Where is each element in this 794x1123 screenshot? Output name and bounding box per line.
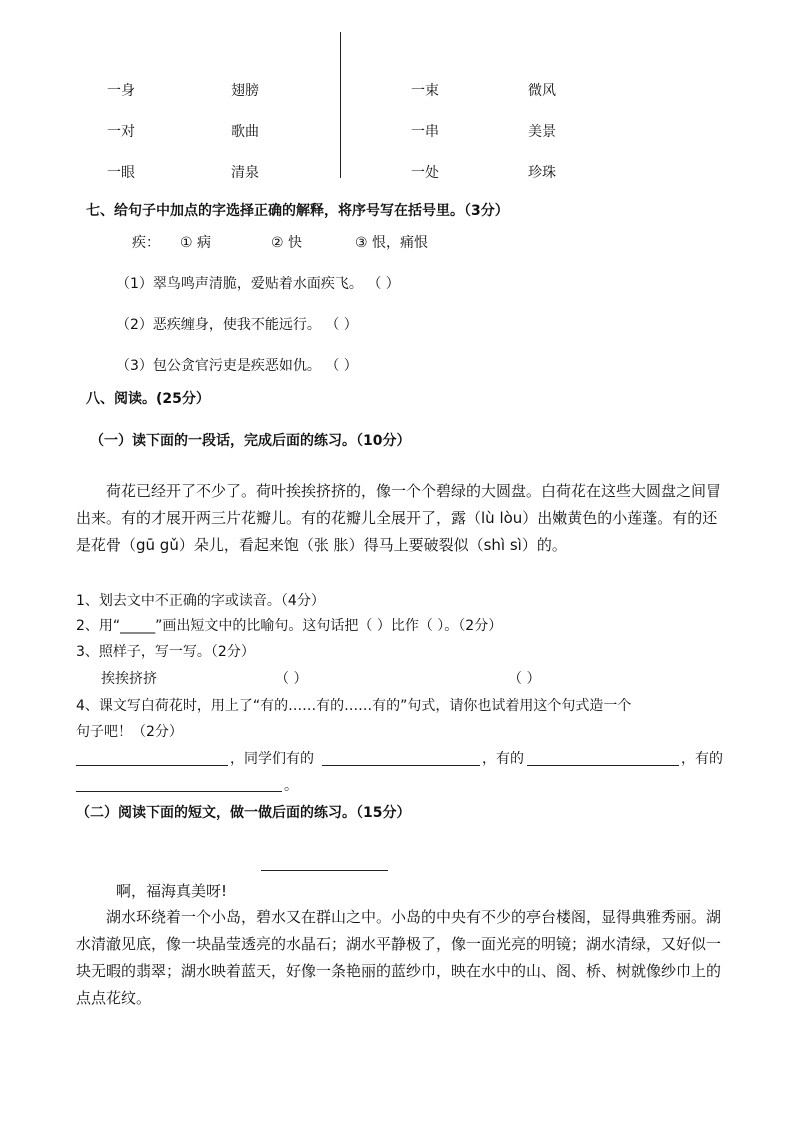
match-word: 清泉 (231, 165, 259, 181)
definition-option: ③ 恨，痛恨 (355, 235, 429, 251)
answer-line (76, 765, 228, 766)
match-word: 一处 (411, 165, 439, 181)
match-word: 美景 (528, 124, 556, 140)
title-blank-line (261, 870, 388, 871)
match-word: 一串 (411, 124, 439, 140)
passage-2: 湖水环绕着一个小岛，碧水又在群山之中。小岛的中央有不少的亭台楼阁，显得典雅秀丽。湖水清澈见底，像一块晶莹透亮的水晶石；湖水平静极了，像一面光亮的明镜；湖水清绿，又好似一块无暇的翡翠；湖水映着蓝天，好像一条艳丽的蓝纱巾，映在水中的山、阁、桥、树就像纱巾上的点点花纹。 (76, 908, 722, 1007)
answer-line (322, 765, 480, 766)
question-2: 2、用“_____”画出短文中的比喻句。这句话把（ ）比作（ ）。（2分） (76, 618, 503, 634)
passage-2-opening: 啊，福海真美呀! (116, 882, 228, 900)
section-7-title: 七、给句子中加点的字选择正确的解释，将序号写在括号里。（3分） (86, 203, 509, 219)
match-word: 翅膀 (231, 83, 259, 99)
match-word: 一对 (107, 124, 135, 140)
match-word: 一身 (107, 83, 135, 99)
match-word: 一眼 (107, 165, 135, 181)
answer-blank: （ ） (508, 671, 541, 687)
definition-option: ① 病 (180, 235, 212, 251)
answer-line (527, 765, 679, 766)
column-divider (340, 32, 341, 178)
match-word: 歌曲 (231, 124, 259, 140)
match-word: 一束 (411, 83, 439, 99)
definition-option: ② 快 (271, 235, 303, 251)
question-4-cont: 句子吧！（2分） (76, 724, 183, 740)
fill-text: ，有的 (482, 751, 524, 767)
question-item: （2）恶疾缠身，使我不能远行。 （ ） (116, 317, 358, 333)
fill-text: ，有的 (681, 751, 723, 767)
part-2-title: （二）阅读下面的短文，做一做后面的练习。（15分） (76, 805, 411, 821)
example-word: 挨挨挤挤 (101, 671, 157, 687)
part-1-title: （一）读下面的一段话，完成后面的练习。（10分） (90, 433, 411, 449)
definition-char: 疾： (132, 235, 160, 251)
fill-text: ，同学们有的 (230, 751, 314, 767)
question-1: 1、划去文中不正确的字或读音。（4分） (76, 593, 325, 609)
question-item: （1）翠鸟鸣声清脆，爱贴着水面疾飞。 （ ） (116, 276, 400, 292)
fill-text: 。 (284, 778, 298, 794)
passage-1: 荷花已经开了不少了。荷叶挨挨挤挤的，像一个个碧绿的大圆盘。白荷花在这些大圆盘之间冒出来。有的才展开两三片花瓣儿。有的花瓣儿全展开了，露（lù lòu）出嫩黄色的小莲蓬。有的还是花骨（gū gǔ）朵儿，看起来饱（张 胀）得马上要破裂似（shì sì）的。 (76, 482, 722, 554)
answer-line (76, 791, 282, 792)
answer-blank: （ ） (275, 671, 308, 687)
question-item: （3）包公贪官污吏是疾恶如仇。 （ ） (116, 358, 358, 374)
match-word: 珍珠 (528, 165, 556, 181)
question-4: 4、课文写白荷花时，用上了“有的……有的……有的”句式，请你也试着用这个句式造一个 (76, 698, 632, 714)
section-8-title: 八、阅读。(25分） (86, 391, 210, 407)
match-word: 微风 (528, 83, 556, 99)
question-3: 3、照样子，写一写。（2分） (76, 644, 255, 660)
